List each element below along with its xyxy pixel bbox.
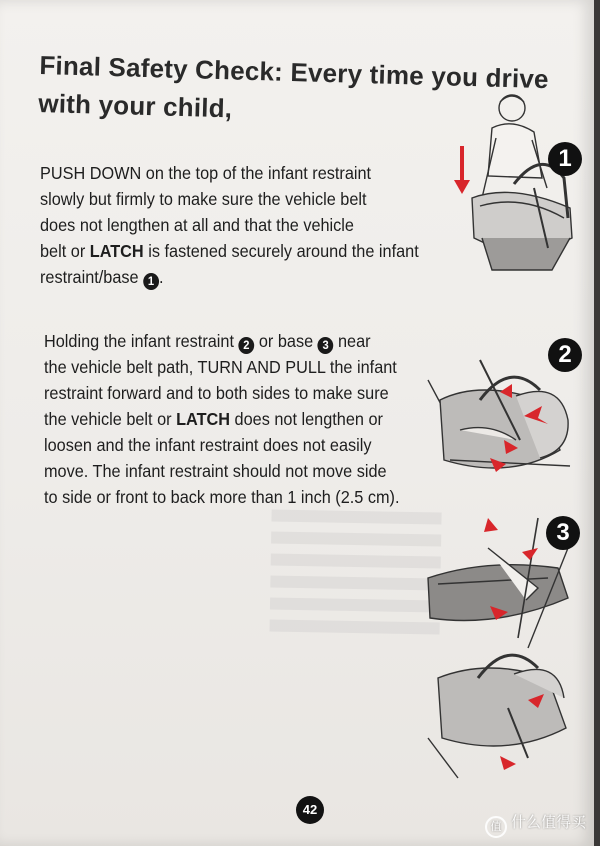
latch-label: LATCH (89, 241, 144, 261)
text-fragment: the vehicle belt or (44, 409, 177, 429)
push-down-instruction (40, 160, 431, 290)
text-line: restraint forward and to both sides to make sure (44, 383, 389, 403)
text-fragment: Holding the infant restraint (44, 331, 239, 351)
text-line (44, 406, 407, 432)
text-fragment: . (158, 267, 164, 287)
watermark-logo-icon: 值 (485, 816, 507, 838)
text-fragment: is fastened securely around the infant (143, 241, 419, 261)
page-number: 42 (296, 796, 324, 824)
figure-3-marker: 3 (546, 516, 580, 550)
text-fragment: belt or (40, 241, 90, 261)
text-fragment: does not lengthen or (230, 409, 383, 429)
down-arrow-icon (454, 146, 470, 194)
text-line (40, 264, 431, 290)
text-line (44, 328, 407, 354)
latch-label: LATCH (176, 409, 231, 429)
text-line: slowly but firmly to make sure the vehicle belt (40, 189, 367, 209)
text-fragment: restraint/base (40, 267, 144, 287)
figure-ref-3: 3 (318, 337, 334, 354)
bleed-through-text (268, 504, 441, 707)
watermark (485, 811, 586, 838)
text-line (40, 238, 431, 264)
figure-1-marker: 1 (548, 142, 582, 176)
text-line: the vehicle belt path, TURN AND PULL the infant (44, 357, 397, 377)
figure-ref-2: 2 (239, 337, 255, 354)
figure-3-base-check-illustration (418, 508, 588, 788)
text-line (40, 160, 431, 186)
text-fragment: on the top of the infant restraint (141, 163, 372, 183)
text-fragment: near (333, 331, 371, 351)
turn-and-pull-instruction (44, 328, 407, 510)
text-line: loosen and the infant restraint does not easily (44, 435, 372, 455)
figure-2-marker: 2 (548, 338, 582, 372)
watermark-text: 什么值得买 (510, 814, 586, 831)
text-line: to side or front to back more than 1 inch (2.5 cm). (44, 487, 400, 507)
push-down-label: PUSH DOWN (40, 163, 142, 183)
text-fragment: or base (254, 331, 318, 351)
figure-1-push-down-illustration (452, 88, 592, 288)
text-line: does not lengthen at all and that the vehicle (40, 215, 354, 235)
text-line: move. The infant restraint should not move side (44, 461, 387, 481)
page-title: Final Safety Check: Every time you drive with your child, (37, 49, 550, 124)
figure-ref-1: 1 (143, 273, 159, 290)
